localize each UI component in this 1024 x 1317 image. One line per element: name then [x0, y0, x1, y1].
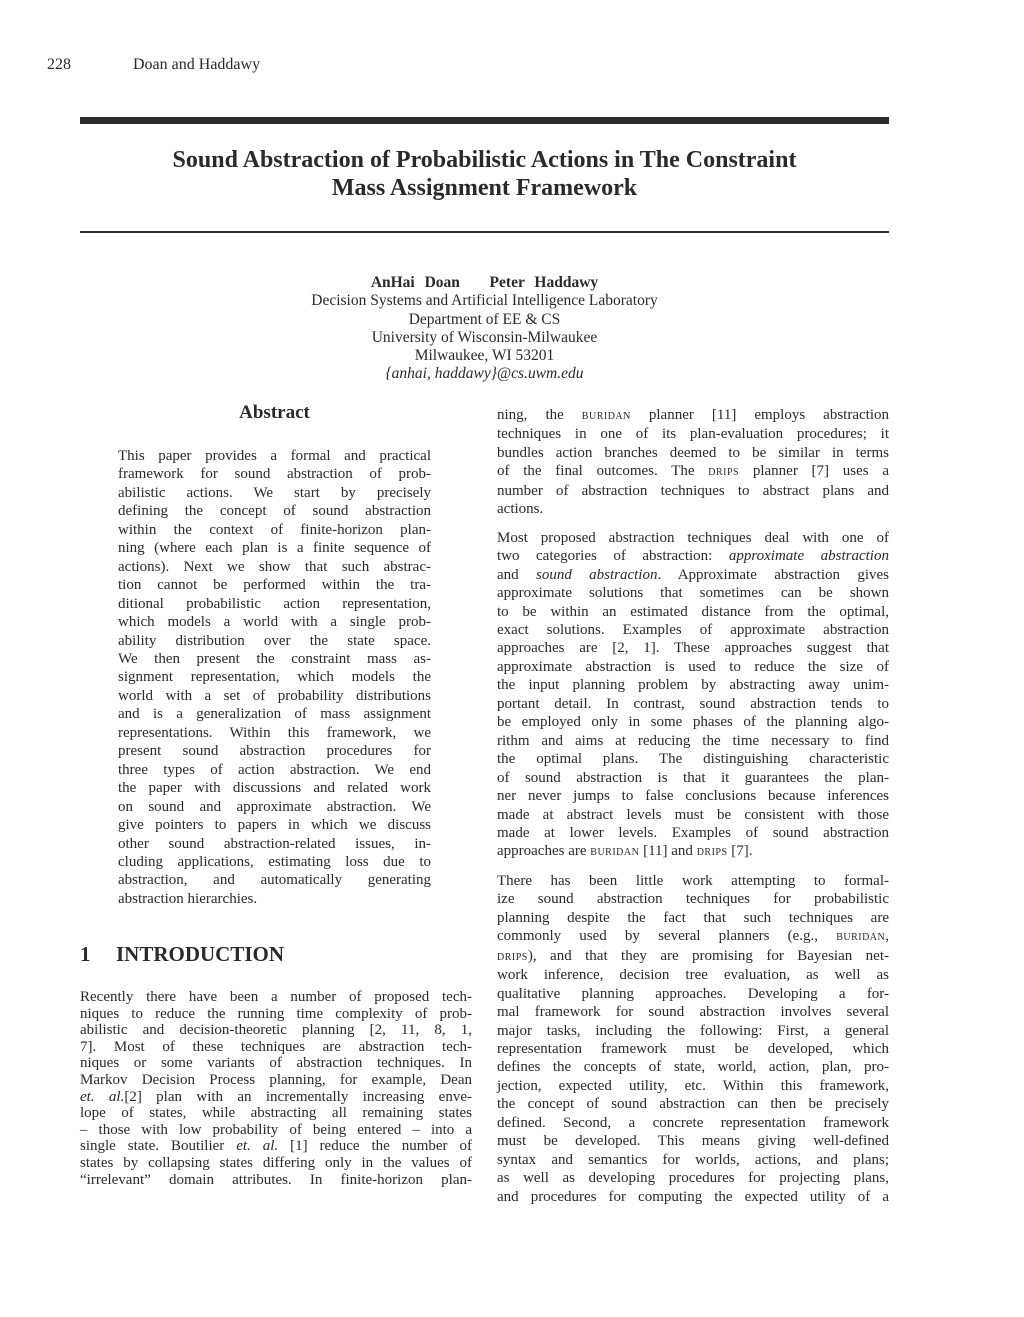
text-line: on sound and approximate abstraction. We	[118, 798, 431, 815]
text-line: other sound abstraction-related issues, in-	[118, 835, 431, 852]
text-line: ditional probabilistic action representation,	[118, 595, 431, 612]
text-line: abilistic and decision-theoretic planning [2, 11, 8, 1,	[80, 1022, 472, 1039]
running-head-authors: Doan and Haddawy	[133, 56, 261, 73]
text-line	[497, 566, 889, 584]
text-span: planner [11] employs abstraction	[630, 407, 889, 423]
text-span: of the final outcomes. The	[497, 463, 709, 480]
small-caps-term: drips	[708, 464, 740, 480]
text-line: must be developed. This means giving well-defined	[497, 1133, 889, 1150]
text-line	[497, 406, 889, 425]
text-line	[497, 947, 889, 966]
italic-text: sound abstraction	[535, 566, 658, 583]
text-line: and procedures for computing the expected utility of a	[497, 1188, 889, 1205]
text-line: rithm and aims at reducing the time necessary to find	[497, 732, 889, 749]
title-line: Mass Assignment Framework	[331, 175, 638, 201]
text-line	[80, 1138, 472, 1155]
text-line: cluding applications, estimating loss due to	[118, 853, 431, 870]
text-line: world with a set of probability distributions	[118, 687, 431, 704]
text-line: techniques in one of its plan-evaluation procedures; it	[497, 426, 889, 443]
section-heading-introduction	[80, 942, 284, 967]
author-names: AnHai Doan Peter Haddawy	[370, 274, 599, 291]
text-line: exact solutions. Examples of approximate abstraction	[497, 621, 889, 638]
text-span: ), and that they are promising for Bayesian net-	[527, 947, 889, 964]
text-line: made at lower levels. Examples of sound abstraction	[497, 824, 889, 841]
affiliation-line: Milwaukee, WI 53201	[414, 347, 555, 365]
text-line: ner never jumps to false conclusions because inferences	[497, 788, 889, 805]
author-email: {anhai, haddawy}@cs.uwm.edu	[385, 365, 584, 383]
text-span: [7].	[727, 843, 753, 860]
text-line: which models a world with a single prob-	[118, 614, 431, 631]
text-line: the input planning problem by abstracting away unim-	[497, 677, 889, 694]
text-span: commonly used by several planners (e.g.,	[497, 928, 837, 945]
text-line	[497, 547, 889, 565]
paragraph	[80, 989, 472, 1188]
text-line	[497, 842, 889, 861]
section-number: 1	[80, 942, 91, 966]
paragraph	[118, 447, 431, 908]
text-line: Most proposed abstraction techniques deal with one of	[497, 529, 889, 546]
text-span: [2] plan with an incrementally increasing enve-	[124, 1088, 472, 1105]
right-column-body	[497, 406, 889, 1206]
text-line: the paper with discussions and related work	[118, 780, 431, 797]
text-line	[497, 462, 889, 481]
text-line: Recently there have been a number of proposed tech-	[80, 989, 472, 1005]
text-line: This paper provides a formal and practical	[118, 448, 431, 464]
text-line: within the context of finite-horizon plan-	[118, 521, 431, 538]
text-line: tion cannot be performed within the tra-	[118, 577, 431, 594]
text-line: niques to reduce the running time complexity of prob-	[80, 1005, 472, 1022]
author-block	[80, 274, 889, 384]
small-caps-term: drips	[497, 948, 528, 964]
text-span: [11] and	[639, 843, 697, 860]
text-line: framework for sound abstraction of prob-	[118, 466, 431, 483]
small-caps-term: buridan	[581, 408, 631, 423]
text-line: approximate abstraction is used to reduce the size of	[497, 658, 889, 675]
affiliation-line: Department of EE & CS	[408, 310, 561, 328]
small-caps-term: buridan	[836, 929, 886, 945]
text-line: be employed only in some phases of the planning algo-	[497, 714, 889, 731]
text-line: approximate solutions that sometimes can be shown	[497, 585, 889, 602]
text-line: abstraction hierarchies.	[118, 890, 258, 907]
text-line: the concept of sound abstraction can then be precisely	[497, 1096, 889, 1113]
small-caps-term: drips	[696, 844, 728, 860]
text-line: representation framework must be developed, which	[497, 1040, 889, 1057]
paragraph	[497, 872, 889, 1206]
text-line: as well as developing procedures for projecting plans,	[497, 1170, 889, 1187]
paragraph	[497, 529, 889, 862]
text-line: “irrelevant” domain attributes. In finite-horizon plan-	[80, 1171, 472, 1188]
text-line: defining the concept of sound abstraction	[118, 503, 431, 520]
text-line: three types of action abstraction. We end	[118, 761, 431, 778]
text-line: major tasks, including the following: First, a general	[497, 1022, 889, 1039]
text-line: abstraction, and automatically generating	[118, 872, 431, 889]
text-line: mal framework for sound abstraction involves several	[497, 1004, 889, 1021]
title-line: Sound Abstraction of Probabilistic Actions in The Constraint	[172, 147, 797, 173]
text-line: ning (where each plan is a finite sequence of	[118, 540, 431, 557]
text-line: actions.	[497, 501, 544, 518]
text-line: defines the concepts of state, world, action, plan, pro-	[497, 1059, 889, 1076]
text-line: ize sound abstraction techniques for probabilistic	[497, 891, 889, 908]
text-line: actions). Next we show that such abstrac-	[118, 558, 431, 575]
text-line: jection, expected utility, etc. Within this framework,	[497, 1077, 889, 1094]
text-line: to be within an estimated distance from the optimal,	[497, 603, 889, 620]
section-title: INTRODUCTION	[116, 942, 285, 966]
text-span: . Approximate abstraction gives	[657, 566, 889, 583]
text-line	[80, 1089, 472, 1106]
text-span: approaches are	[497, 843, 591, 860]
text-line: of sound abstraction is that it guarantees the plan-	[497, 769, 889, 786]
text-line: syntax and semantics for worlds, actions, and plans;	[497, 1151, 889, 1168]
text-span: two categories of abstraction:	[497, 548, 729, 565]
text-line: signment representation, which models the	[118, 669, 431, 686]
introduction-body	[80, 989, 472, 1188]
text-line	[497, 927, 889, 946]
text-span: single state. Boutilier	[80, 1138, 237, 1155]
text-line: present sound abstraction procedures for	[118, 743, 431, 760]
text-line: ability distribution over the state space.	[118, 632, 431, 649]
text-line: the optimal plans. The distinguishing characteristic	[497, 751, 889, 768]
text-line: qualitative planning approaches. Developing a for-	[497, 985, 889, 1002]
paper-title	[80, 146, 889, 202]
text-line: work inference, decision tree evaluation, as well as	[497, 967, 889, 984]
affiliation-line: University of Wisconsin-Milwaukee	[371, 328, 598, 346]
text-line: bundles action branches deemed to be similar in terms	[497, 444, 889, 461]
text-line: Markov Decision Process planning, for example, Dean	[80, 1071, 472, 1088]
text-line: planning despite the fact that such techniques are	[497, 909, 889, 926]
affiliation-line: Decision Systems and Artificial Intelligence Laboratory	[311, 292, 658, 310]
text-line: approaches are [2, 1]. These approaches suggest that	[497, 640, 889, 657]
italic-text: et. al.	[236, 1138, 279, 1155]
text-span: planner [7] uses a	[739, 463, 889, 480]
text-line: There has been little work attempting to formal-	[497, 872, 889, 889]
text-line: We then present the constraint mass as-	[118, 650, 431, 667]
title-rule	[80, 231, 889, 233]
text-line: states by collapsing states differing only in the values of	[80, 1154, 472, 1171]
text-line: give pointers to papers in which we discuss	[118, 817, 431, 834]
text-line: and is a generalization of mass assignment	[118, 706, 431, 723]
page-number: 228	[47, 56, 71, 73]
text-line: 7]. Most of these techniques are abstraction tech-	[80, 1038, 472, 1055]
text-line: portant detail. In contrast, sound abstraction tends to	[497, 695, 889, 712]
top-rule	[80, 117, 889, 124]
text-line: abilistic actions. We start by precisely	[118, 484, 431, 501]
abstract-body	[118, 447, 431, 908]
text-span: [1] reduce the number of	[278, 1138, 472, 1155]
text-line: number of abstraction techniques to abstract plans and	[497, 482, 889, 499]
text-line: made at abstract levels must be consistent with those	[497, 806, 889, 823]
text-line: niques or some variants of abstraction techniques. In	[80, 1055, 472, 1072]
paragraph	[497, 406, 889, 519]
text-line: lope of states, while abstracting all remaining states	[80, 1105, 472, 1122]
text-span: ning, the	[497, 407, 582, 423]
small-caps-term: buridan	[590, 844, 640, 860]
text-line: defined. Second, a concrete representation framework	[497, 1114, 889, 1131]
abstract-heading: Abstract	[239, 402, 310, 423]
text-span: and	[497, 566, 536, 583]
italic-text: approximate abstraction	[728, 548, 889, 565]
text-line: – those with low probability of being entered – into a	[80, 1121, 472, 1138]
text-line: representations. Within this framework, we	[118, 724, 431, 741]
italic-text: et. al.	[80, 1088, 125, 1105]
text-span: ,	[885, 928, 889, 945]
